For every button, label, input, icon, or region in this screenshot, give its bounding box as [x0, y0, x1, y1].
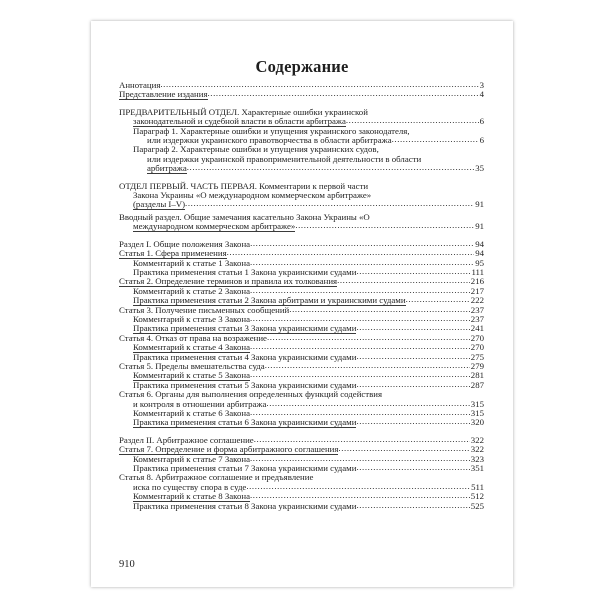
toc-entry-page-number: 275 [470, 352, 484, 362]
toc-entry [119, 455, 484, 464]
toc-entry-page-number: 315 [470, 409, 484, 418]
toc-entry-title-line: Комментарий к статье 6 Закона ..... [133, 409, 250, 418]
toc-entry [119, 371, 484, 380]
toc-entry-page-number: 111 [471, 267, 484, 277]
toc-entry-title-line: Статья 2. Определение терминов и правила их толкования ..... [119, 277, 337, 286]
toc-entry [119, 277, 484, 286]
toc-entry [119, 362, 484, 371]
toc-entry [119, 127, 484, 146]
toc-entry-page-number: 279 [470, 361, 484, 371]
toc-entry-page-number: 217 [470, 286, 484, 296]
table-of-contents [119, 81, 484, 511]
toc-entry-title-line: или издержки украинского правотворчества в области арбитража ..... [147, 136, 392, 145]
toc-entry-title-line: Статья 6. Органы для выполнения определенных функций содействия [119, 389, 383, 400]
toc-entry [119, 315, 484, 324]
toc-entry-page-number: 241 [470, 324, 484, 334]
toc-entry [119, 259, 484, 268]
toc-entry-title-line: Комментарий к статье 5 Закона ..... [133, 371, 250, 380]
toc-entry [119, 473, 484, 492]
toc-entry [119, 213, 484, 232]
toc-entry [119, 418, 484, 427]
toc-entry-title-line: ПРЕДВАРИТЕЛЬНЫЙ ОТДЕЛ. Характерные ошибки украинской [119, 106, 368, 117]
toc-entry-title-line: Статья 7. Определение и форма арбитражного соглашения ..... [119, 445, 338, 454]
toc-entry-title-line: Комментарий к статье 8 Закона ..... [133, 492, 250, 501]
toc-entry-title-line: законодательной и судебной власти в области арбитража ..... [133, 117, 346, 126]
toc-entry [119, 145, 484, 173]
toc-entry-title-line: (разделы I–V) ..... [133, 200, 185, 209]
toc-entry-title-line: арбитража ..... [147, 164, 187, 173]
page-number: 910 [119, 559, 135, 570]
toc-entry-title-line: Практика применения статьи 6 Закона украинскими судами ..... [133, 418, 356, 427]
toc-entry-title-line: ОТДЕЛ ПЕРВЫЙ. ЧАСТЬ ПЕРВАЯ. Комментарии к первой части [119, 180, 369, 191]
toc-entry-title-line: Вводный раздел. Общие замечания касательно Закона Украины «О [119, 211, 370, 222]
toc-entry [119, 492, 484, 501]
toc-entry-title-line: Статья 1. Сфера применения ..... [119, 249, 227, 258]
toc-entry [119, 390, 484, 409]
toc-entry-title-line: Практика применения статьи 4 Закона украинскими судами ..... [133, 353, 356, 362]
toc-entry [119, 268, 484, 277]
toc-entry-page-number: 237 [470, 314, 484, 324]
toc-entry [119, 81, 484, 90]
book-page [91, 21, 513, 587]
toc-entry-title-line: Практика применения статьи 1 Закона украинскими судами ..... [133, 268, 356, 277]
toc-entry-page-number: 525 [470, 501, 484, 511]
toc-entry-title-line: Практика применения статьи 8 Закона украинскими судами ..... [133, 502, 356, 511]
toc-entry-page-number: 270 [470, 333, 484, 343]
toc-entry-page-number: 91 [475, 200, 484, 210]
toc-entry-title-line: Комментарий к статье 4 Закона ..... [133, 343, 250, 352]
toc-entry-title-line: Комментарий к статье 2 Закона ..... [133, 287, 250, 296]
toc-entry-title-line: Статья 4. Отказ от права на возражение ..... [119, 334, 267, 343]
toc-entry [119, 502, 484, 511]
toc-entry-title-line: Комментарий к статье 7 Закона ..... [133, 455, 250, 464]
toc-entry-page-number: 320 [470, 418, 484, 428]
toc-entry-title-line: Практика применения статьи 3 Закона украинскими судами ..... [133, 324, 356, 333]
toc-entry-page-number: 281 [470, 371, 484, 381]
toc-entry [119, 343, 484, 352]
toc-entry-title-line: и контроля в отношении арбитража ..... [133, 400, 266, 409]
toc-entry-page-number: 6 [479, 136, 484, 146]
toc-entry-title-line: Аннотация ..... [119, 81, 160, 90]
toc-entry-page-number: 95 [475, 258, 484, 268]
toc-entry-page-number: 270 [470, 343, 484, 353]
toc-entry-title-line: Статья 3. Получение письменных сообщений ..... [119, 306, 289, 315]
toc-entry-title-line: Статья 5. Пределы вмешательства суда ..... [119, 362, 265, 371]
toc-entry [119, 436, 484, 445]
toc-entry-title-line: Комментарий к статье 1 Закона ..... [133, 259, 250, 268]
toc-entry-title-line: Параграф 1. Характерные ошибки и упущения украинского законодателя, [133, 125, 410, 136]
page-title: Содержание [255, 57, 349, 76]
toc-entry-page-number: 6 [479, 117, 484, 127]
toc-entry [119, 182, 484, 210]
toc-entry-page-number: 511 [471, 482, 484, 492]
toc-entry-page-number: 315 [470, 399, 484, 409]
toc-entry-title-line: Закона Украины «О международном коммерческом арбитраже» [133, 190, 372, 201]
toc-entry-page-number: 351 [470, 464, 484, 474]
toc-entry-title-line: Раздел II. Арбитражное соглашение ..... [119, 436, 254, 445]
toc-entry [119, 306, 484, 315]
toc-entry-page-number: 94 [475, 249, 484, 259]
toc-entry-page-number: 322 [470, 445, 484, 455]
toc-entry [119, 296, 484, 305]
toc-entry-page-number: 323 [470, 454, 484, 464]
toc-entry-page-number: 91 [475, 222, 484, 232]
toc-entry [119, 445, 484, 454]
toc-entry-page-number: 222 [470, 296, 484, 306]
toc-entry-page-number: 512 [470, 492, 484, 502]
toc-entry-page-number: 35 [475, 164, 484, 174]
toc-entry-title-line: Практика применения статьи 7 Закона украинскими судами ..... [133, 464, 356, 473]
toc-entry [119, 249, 484, 258]
toc-entry-title-line: или издержки украинской правоприменительной деятельности в области [147, 153, 422, 164]
toc-entry-page-number: 322 [470, 435, 484, 445]
toc-entry-page-number: 287 [470, 380, 484, 390]
toc-entry [119, 324, 484, 333]
toc-entry-page-number: 3 [479, 81, 484, 90]
toc-entry-title-line: Практика применения статьи 2 Закона арбитрами и украинскими судами ..... [133, 296, 406, 305]
toc-entry [119, 409, 484, 418]
toc-entry-title-line: Комментарий к статье 3 Закона ..... [133, 315, 250, 324]
toc-entry [119, 334, 484, 343]
toc-entry-title-line: Статья 8. Арбитражное соглашение и предъявление [119, 472, 314, 483]
toc-entry-title-line: Раздел I. Общие положения Закона ..... [119, 240, 250, 249]
toc-entry-title-line: иска по существу спора в суде ..... [133, 483, 246, 492]
toc-entry-title-line: Представление издания ..... [119, 90, 208, 99]
toc-entry [119, 353, 484, 362]
toc-entry-title-line: Практика применения статьи 5 Закона украинскими судами ..... [133, 381, 356, 390]
toc-entry [119, 287, 484, 296]
toc-entry-page-number: 94 [475, 239, 484, 249]
toc-entry [119, 90, 484, 99]
toc-entry-title-line: Параграф 2. Характерные ошибки и упущения украинских судов, [133, 144, 379, 155]
toc-entry [119, 108, 484, 127]
toc-entry-page-number: 216 [470, 277, 484, 287]
toc-entry-title-line: международном коммерческом арбитраже» ..... [133, 222, 295, 231]
toc-entry-page-number: 237 [470, 305, 484, 315]
toc-entry-page-number: 4 [479, 90, 484, 100]
toc-entry [119, 240, 484, 249]
